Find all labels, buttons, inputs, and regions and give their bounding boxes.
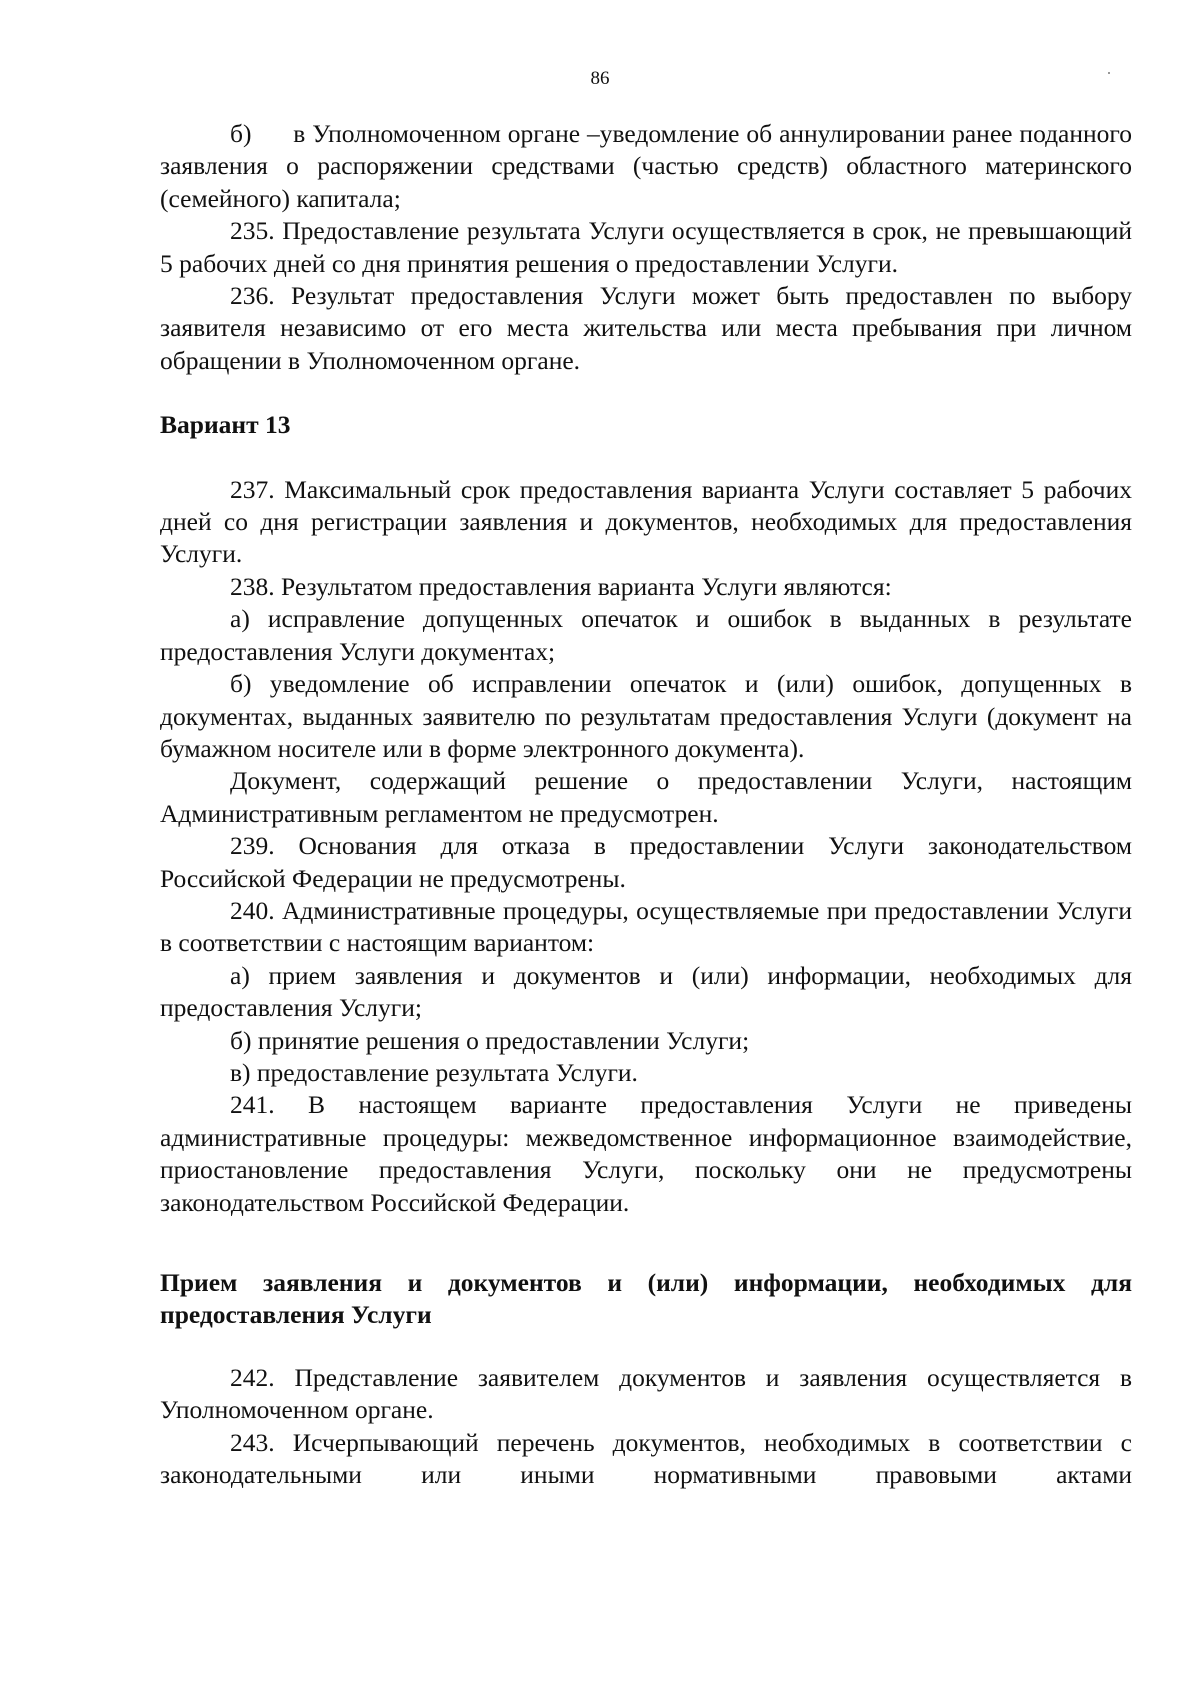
paragraph-242: 242. Представление заявителем документов и заявления осуществляется в Уполномоченном органе. [160,1362,1132,1425]
paragraph-239: 239. Основания для отказа в предоставлении Услуги законодательством Российской Федерации не предусмотрены. [160,831,1132,893]
scan-artifact [1108,72,1110,74]
paragraph-240-a: а) прием заявления и документов и (или) информации, необходимых для предоставления Услуги; [160,960,1132,1023]
paragraph-238-b: б) уведомление об исправлении опечаток и (или) ошибок, допущенных в документах, выданных заявителю по результатам предоставления Услуги (документ на бумажном носителе или в форме электронного документа). [160,669,1132,763]
section-heading-reception: Прием заявления и документов и (или) информации, необходимых для предоставления Услуги [160,1268,1132,1330]
paragraph-240: 240. Административные процедуры, осуществляемые при предоставлении Услуги в соответствии с настоящим вариантом: [160,895,1132,958]
document-body [160,118,1132,1491]
paragraph-240-b: б) принятие решения о предоставлении Услуги; [230,1025,750,1055]
paragraph-237: 237. Максимальный срок предоставления варианта Услуги составляет 5 рабочих дней со дня регистрации заявления и документов, необходимых для предоставления Услуги. [160,474,1132,569]
paragraph-235: 235. Предоставление результата Услуги осуществляется в срок, не превышающий 5 рабочих дней со дня принятия решения о предоставлении Услуги. [160,216,1132,278]
paragraph-238: 238. Результатом предоставления варианта Услуги являются: [230,571,892,601]
paragraph-243: 243. Исчерпывающий перечень документов, необходимых в соответствии с законодательными или иными нормативными правовыми актами [160,1427,1132,1490]
page-number: 86 [590,68,610,89]
section-heading-variant-13: Вариант 13 [160,410,291,440]
paragraph-document-note: Документ, содержащий решение о предоставлении Услуги, настоящим Административным регламентом не предусмотрен. [160,766,1132,828]
paragraph-b-annulment: б) в Уполномоченном органе –уведомление об аннулировании ранее поданного заявления о распоряжении средствами (частью средств) областного материнского (семейного) капитала; [160,119,1132,213]
paragraph-241: 241. В настоящем варианте предоставления Услуги не приведены административные процедуры: межведомственное информационное взаимодействие, приостановление предоставления Услуги, поскольку они не предусмотрены законодательством Российской Федерации. [160,1090,1132,1217]
paragraph-240-c: в) предоставление результата Услуги. [230,1057,638,1087]
paragraph-238-a: а) исправление допущенных опечаток и ошибок в выданных в результате предоставления Услуги документах; [160,604,1132,666]
paragraph-236: 236. Результат предоставления Услуги может быть предоставлен по выбору заявителя независимо от его места жительства или места пребывания при личном обращении в Уполномоченном органе. [160,281,1132,375]
